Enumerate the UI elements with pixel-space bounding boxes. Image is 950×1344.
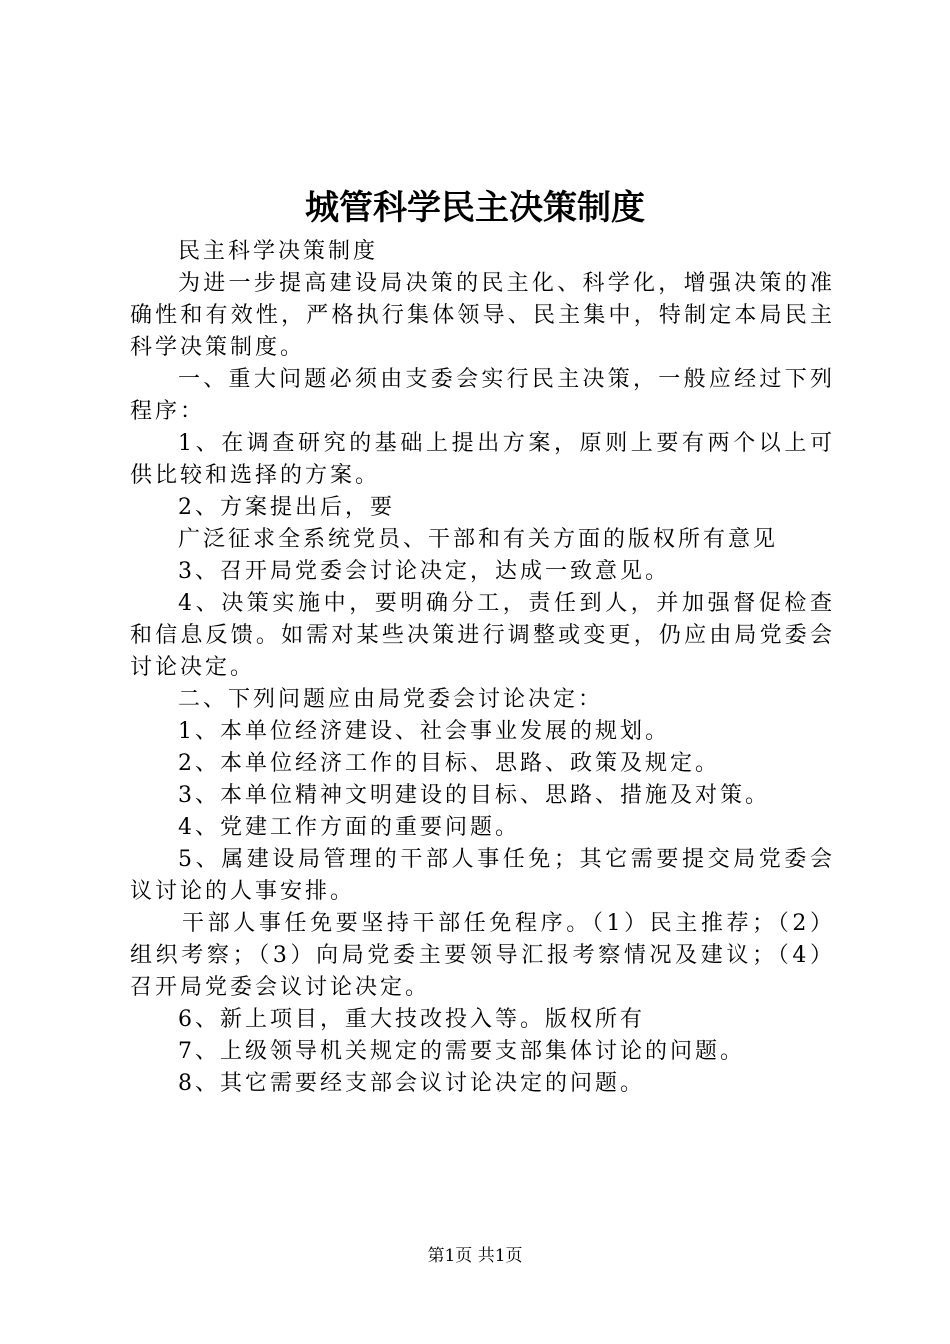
paragraph-item: 1、本单位经济建设、社会事业发展的规划。 [178,719,670,744]
paragraph-procedure: 干部人事任免要坚持干部任免程序。（1）民主推荐；（2）组织考察；（3）向局党委主要领导汇报考察情况及建议；（4）召开局党委会议讨论决定。 [130,911,835,1000]
paragraph-item: 2、本单位经济工作的目标、思路、政策及规定。 [178,751,720,776]
document-title: 城管科学民主决策制度 [305,188,645,228]
paragraph-section-two: 二、下列问题应由局党委会讨论决定： [178,687,604,712]
page-footer: 第1页 共1页 [427,1246,523,1266]
paragraph-item: 8、其它需要经支部会议讨论决定的问题。 [178,1071,645,1096]
paragraph-section-one: 一、重大问题必须由支委会实行民主决策，一般应经过下列程序： [130,367,835,424]
paragraph-item: 2、方案提出后，要 [178,495,395,520]
paragraph-item: 1、在调查研究的基础上提出方案，原则上要有两个以上可供比较和选择的方案。 [130,431,835,488]
paragraph-subtitle: 民主科学决策制度 [178,239,379,264]
document-body [130,234,835,1100]
paragraph-item: 4、党建工作方面的重要问题。 [178,815,520,840]
paragraph-item: 广泛征求全系统党员、干部和有关方面的版权所有意见 [178,527,779,552]
paragraph-item: 5、属建设局管理的干部人事任免；其它需要提交局党委会议讨论的人事安排。 [130,847,835,904]
paragraph-item: 3、召开局党委会讨论决定，达成一致意见。 [178,559,670,584]
paragraph-item: 3、本单位精神文明建设的目标、思路、措施及对策。 [178,783,770,808]
paragraph-item: 4、决策实施中，要明确分工，责任到人，并加强督促检查和信息反馈。如需对某些决策进行调整或变更，仍应由局党委会讨论决定。 [130,591,835,680]
paragraph-item: 7、上级领导机关规定的需要支部集体讨论的问题。 [178,1039,745,1064]
paragraph-intro: 为进一步提高建设局决策的民主化、科学化，增强决策的准确性和有效性，严格执行集体领导、民主集中，特制定本局民主科学决策制度。 [130,271,835,360]
paragraph-item: 6、新上项目，重大技改投入等。版权所有 [178,1007,645,1032]
